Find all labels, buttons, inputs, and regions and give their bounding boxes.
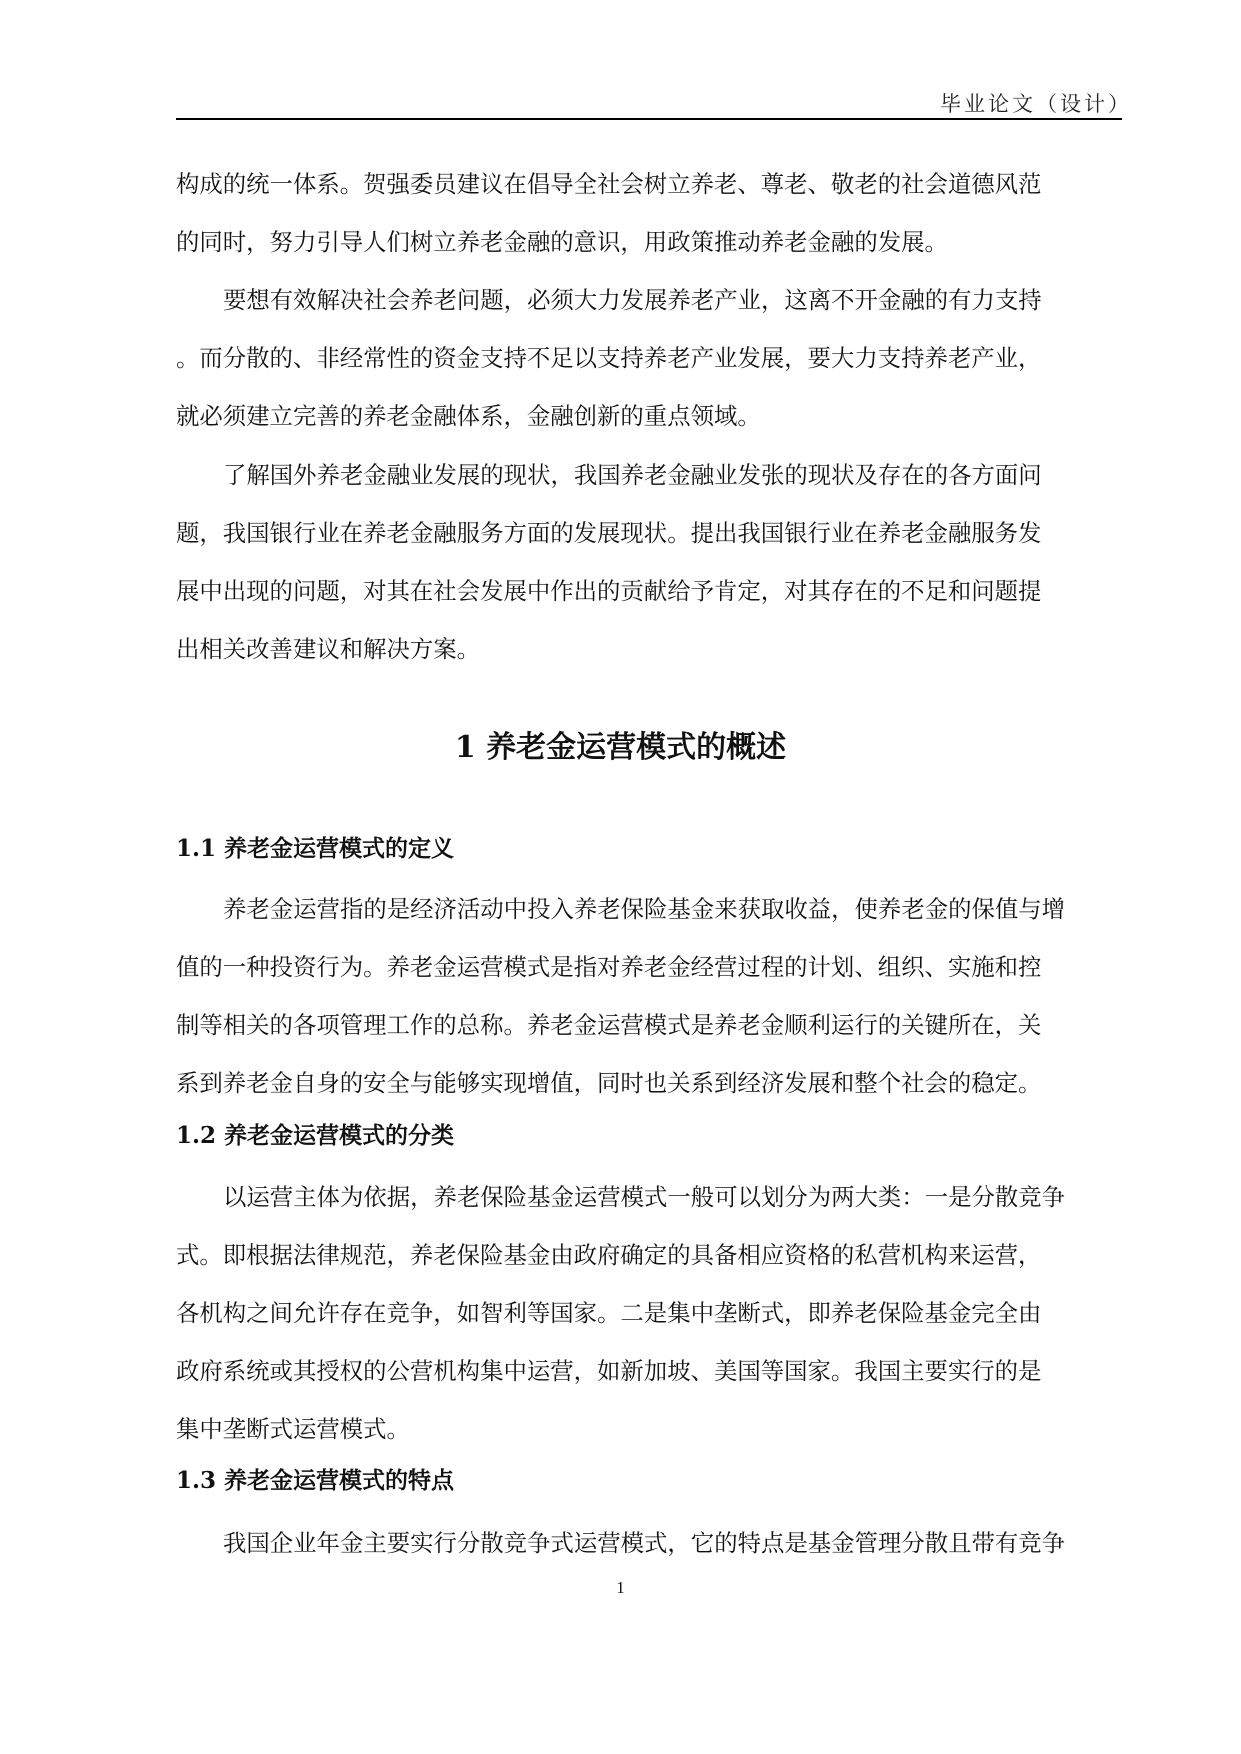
text-line: 式。即根据法律规范，养老保险基金由政府确定的具备相应资格的私营机构来运营， [176,1241,1042,1269]
text-line: 就必须建立完善的养老金融体系，金融创新的重点领域。 [176,402,761,430]
paragraph-1-1 [176,880,1126,1112]
text-line: 展中出现的问题，对其在社会发展中作出的贡献给予肯定，对其存在的不足和问题提 [176,577,1042,605]
text-line: 以运营主体为依据，养老保险基金运营模式一般可以划分为两大类：一是分散竞争 [223,1183,1066,1211]
section-heading-1-3: 1.3 养老金运营模式的特点 [176,1467,455,1494]
paragraph-1-3 [176,1514,1126,1572]
page-number: 1 [616,1578,625,1597]
text-line: 构成的统一体系。贺强委员建议在倡导全社会树立养老、尊老、敬老的社会道德风范 [176,170,1042,198]
section-heading-1-1: 1.1 养老金运营模式的定义 [176,835,455,862]
text-line: 系到养老金自身的安全与能够实现增值，同时也关系到经济发展和整个社会的稳定。 [176,1069,1042,1097]
paragraph-intro-2 [176,271,1126,445]
text-line: 政府系统或其授权的公营机构集中运营，如新加坡、美国等国家。我国主要实行的是 [176,1357,1042,1385]
text-line: 值的一种投资行为。养老金运营模式是指对养老金经营过程的计划、组织、实施和控 [176,953,1042,981]
text-line: 出相关改善建议和解决方案。 [176,635,481,663]
text-line: 我国企业年金主要实行分散竞争式运营模式，它的特点是基金管理分散且带有竞争 [223,1529,1066,1557]
text-line: 制等相关的各项管理工作的总称。养老金运营模式是养老金顺利运行的关键所在，关 [176,1011,1042,1039]
header-rule [176,118,1122,120]
section-heading-1-2: 1.2 养老金运营模式的分类 [176,1122,455,1149]
text-line: 集中垄断式运营模式。 [176,1415,410,1443]
paragraph-intro-1 [176,155,1126,271]
text-line: 了解国外养老金融业发展的现状，我国养老金融业发张的现状及存在的各方面问 [223,461,1042,489]
chapter-title: 1 养老金运营模式的概述 [454,730,787,765]
text-line: 要想有效解决社会养老问题，必须大力发展养老产业，这离不开金融的有力支持 [223,286,1042,314]
paragraph-intro-3 [176,446,1126,678]
text-line: 题，我国银行业在养老金融服务方面的发展现状。提出我国银行业在养老金融服务发 [176,519,1042,547]
running-header: 毕业论文（设计） [940,92,1132,116]
text-line: 各机构之间允许存在竞争，如智利等国家。二是集中垄断式，即养老保险基金完全由 [176,1299,1042,1327]
text-line: 。而分散的、非经常性的资金支持不足以支持养老产业发展，要大力支持养老产业， [176,344,1042,372]
paragraph-1-2 [176,1168,1126,1458]
text-line: 的同时，努力引导人们树立养老金融的意识，用政策推动养老金融的发展。 [176,228,948,256]
text-line: 养老金运营指的是经济活动中投入养老保险基金来获取收益，使养老金的保值与增 [223,895,1066,923]
